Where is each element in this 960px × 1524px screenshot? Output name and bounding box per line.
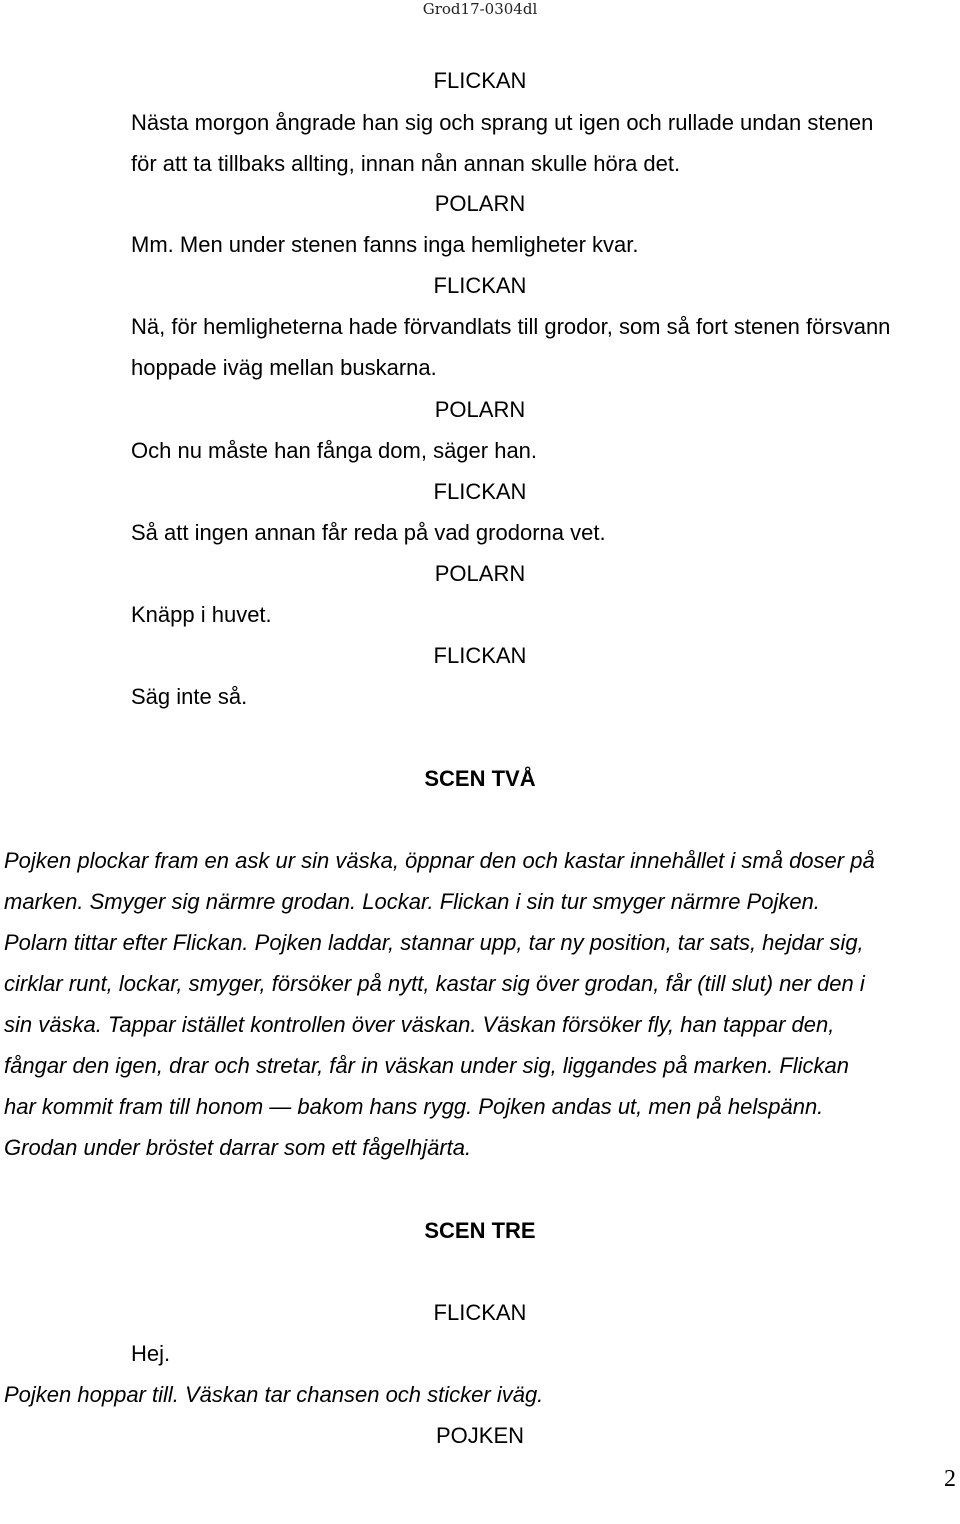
stage-direction-line: Grodan under bröstet darrar som ett fågelhjärta. <box>4 1135 472 1160</box>
page-number: 2 <box>944 1466 956 1492</box>
speaker-name: POJKEN <box>435 1423 525 1448</box>
dialogue-line: Hej. <box>131 1341 171 1366</box>
scene-heading: SCEN TRE <box>424 1218 536 1243</box>
speaker-name: POLARN <box>434 397 526 422</box>
dialogue-line: Så att ingen annan får reda på vad grodorna vet. <box>131 520 606 545</box>
stage-direction-line: Polarn tittar efter Flickan. Pojken laddar, stannar upp, tar ny position, tar sats, hejdar sig, <box>4 930 864 955</box>
stage-direction: Pojken hoppar till. Väskan tar chansen och sticker iväg. <box>4 1382 544 1407</box>
document-header: Grod17-0304dl <box>422 0 538 18</box>
stage-direction-line: fångar den igen, drar och stretar, får in väskan under sig, liggandes på marken. Flickan <box>4 1053 850 1078</box>
dialogue-line: Mm. Men under stenen fanns inga hemligheter kvar. <box>131 232 639 257</box>
speaker-name: FLICKAN <box>433 68 527 93</box>
stage-direction-line: Pojken plockar fram en ask ur sin väska, öppnar den och kastar innehållet i små doser på <box>4 848 875 873</box>
stage-direction-line: har kommit fram till honom — bakom hans rygg. Pojken andas ut, men på helspänn. <box>4 1094 824 1119</box>
dialogue-line: Nä, för hemligheterna hade förvandlats till grodor, som så fort stenen försvann <box>131 314 891 339</box>
dialogue-line: Säg inte så. <box>131 684 248 709</box>
dialogue-line: Nästa morgon ångrade han sig och sprang ut igen och rullade undan stenen <box>131 110 874 135</box>
dialogue-line: Knäpp i huvet. <box>131 602 272 627</box>
dialogue-line: för att ta tillbaks allting, innan nån annan skulle höra det. <box>131 151 681 176</box>
stage-direction <box>4 840 954 1168</box>
speaker-name: POLARN <box>434 191 526 216</box>
stage-direction-line: sin väska. Tappar istället kontrollen över väskan. Väskan försöker fly, han tappar den, <box>4 1012 835 1037</box>
stage-direction-line: cirklar runt, lockar, smyger, försöker på nytt, kastar sig över grodan, får (till slut) ner den i <box>4 971 865 996</box>
speaker-name: FLICKAN <box>433 273 527 298</box>
dialogue-line: hoppade iväg mellan buskarna. <box>131 355 437 380</box>
speaker-name: FLICKAN <box>433 479 527 504</box>
scene-heading: SCEN TVÅ <box>424 766 536 791</box>
dialogue-line: Och nu måste han fånga dom, säger han. <box>131 438 538 463</box>
speaker-name: FLICKAN <box>433 643 527 668</box>
speaker-name: FLICKAN <box>433 1300 527 1325</box>
stage-direction-line: marken. Smyger sig närmre grodan. Lockar. Flickan i sin tur smyger närmre Pojken. <box>4 889 820 914</box>
speaker-name: POLARN <box>434 561 526 586</box>
